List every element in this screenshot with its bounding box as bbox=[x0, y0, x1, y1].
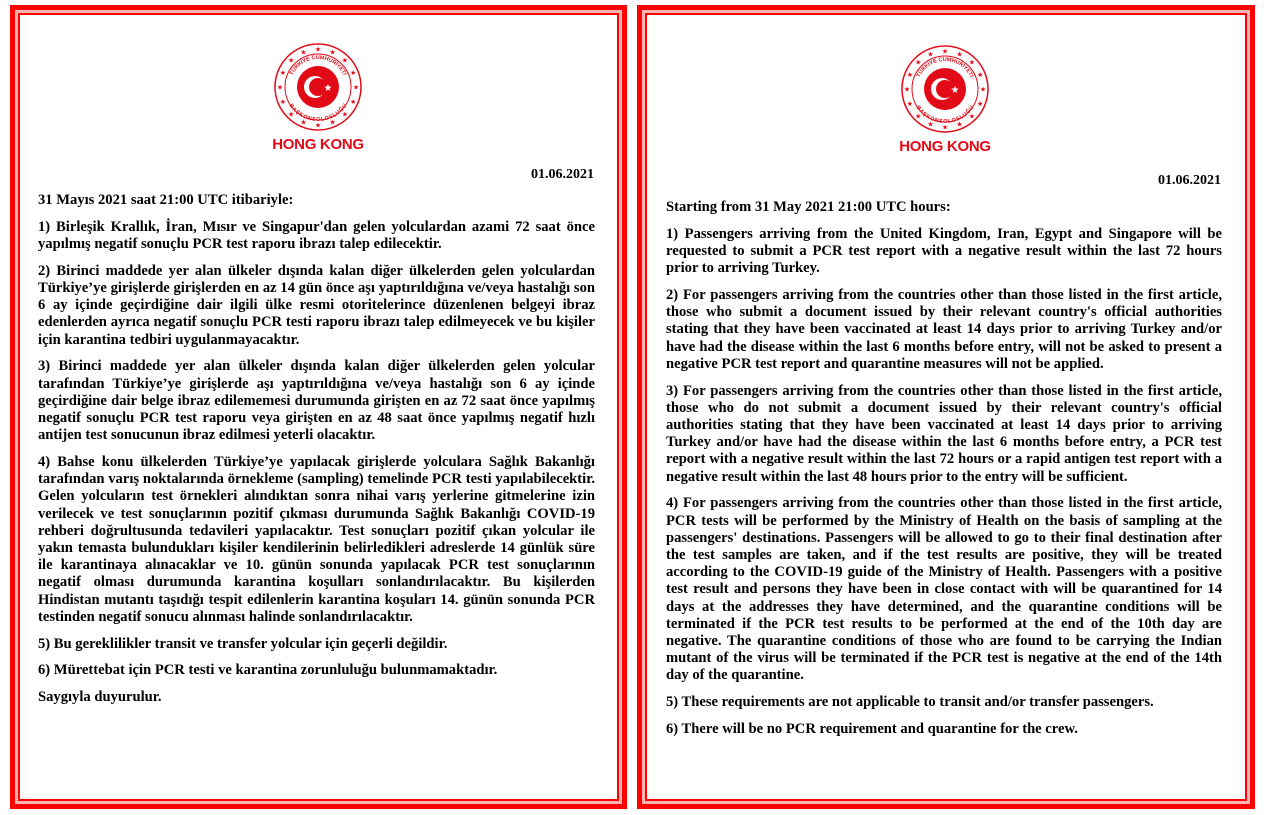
svg-text:★: ★ bbox=[276, 83, 284, 92]
svg-text:★: ★ bbox=[906, 70, 914, 79]
paragraph: 4) For passengers arriving from the countries other than those listed in the first article, PCR tests will be performed by the Ministry of Health on the basis of sampling at the passengers' destinations. Passengers will be allowed to go to their final destination after the test samples are taken, and if the test results are positive, they will be treated according to the COVID-19 guide of the Ministry of Health. Passengers with a positive test result and persons they have been in close contact with will be quarantined for 14 days at the addresses they have determined, and the quarantine conditions will be terminated if the PCR test results to be performed at the end of the 10th day are negative. The quarantine conditions of those who are found to be carrying the Indian mutant of the virus will be terminated if the PCR test is negative at the end of the 14th day of the quarantine. bbox=[666, 495, 1222, 684]
svg-text:★: ★ bbox=[956, 50, 963, 59]
document-date: 01.06.2021 bbox=[1158, 173, 1221, 188]
svg-text:★: ★ bbox=[329, 48, 336, 57]
paragraph: 5) These requirements are not applicable to transit and/or transfer passengers. bbox=[666, 694, 1154, 711]
paragraph: 2) For passengers arriving from the countries other than those listed in the first article, those who submit a document issued by their relevant country's official authorities stating that they have been vaccinated at least 14 days prior to arriving Turkey and/or have had the disease within the last 6 months before entry, will not be asked to present a negative PCR test report and quarantine measures will not be applied. bbox=[666, 287, 1222, 372]
paragraph: Saygıyla duyurulur. bbox=[38, 689, 162, 706]
svg-text:★: ★ bbox=[976, 100, 984, 109]
svg-text:★: ★ bbox=[906, 100, 914, 109]
svg-text:★: ★ bbox=[287, 110, 295, 119]
svg-text:★: ★ bbox=[352, 83, 360, 92]
consulate-logo bbox=[268, 42, 368, 153]
logo-city: HONG KONG bbox=[272, 136, 364, 153]
intro-line: Starting from 31 May 2021 21:00 UTC hours: bbox=[666, 199, 951, 215]
svg-text:★: ★ bbox=[968, 112, 976, 121]
paragraph: 3) Birinci maddede yer alan ülkeler dışında kalan diğer ülkelerden gelen yolcular tarafından Türkiye’ye girişlerde aşı yaptırıldığına ve/veya hastalığı son 6 ay içinde geçirdiğine dair belge ibraz edilememesi durumunda girişten en az 72 saat önce yapılmış negatif sonuçlu PCR test raporu veya girişten en az 48 saat önce yapılmış negatif hızlı antijen test sonucunun ibraz edilmesi yeterli olacaktır. bbox=[38, 358, 595, 444]
svg-text:★: ★ bbox=[903, 85, 911, 94]
svg-text:★: ★ bbox=[968, 58, 976, 67]
svg-text:TÜRKİYE CUMHURİYETİ: TÜRKİYE CUMHURİYETİ bbox=[288, 54, 348, 77]
svg-text:★: ★ bbox=[314, 121, 322, 130]
svg-text:★: ★ bbox=[941, 47, 949, 56]
document-date: 01.06.2021 bbox=[531, 167, 594, 182]
consulate-seal-icon bbox=[900, 44, 990, 134]
svg-text:★: ★ bbox=[314, 45, 322, 54]
consulate-seal-icon bbox=[273, 42, 363, 132]
svg-text:BAŞKONSOLOSLUĞU: BAŞKONSOLOSLUĞU bbox=[287, 102, 349, 124]
svg-text:★: ★ bbox=[927, 50, 934, 59]
paragraph: 3) For passengers arriving from the countries other than those listed in the first article, those who do not submit a document issued by their relevant country's official authorities stating that they have been vaccinated at least 14 days prior to arriving Turkey and/or have had the disease within the last 6 months before entry, a PCR test report with a negative result within the last 72 hours or a rapid antigen test report with a negative result within the last 48 hours prior to the entry will be sufficient. bbox=[666, 382, 1222, 485]
svg-text:★: ★ bbox=[341, 56, 349, 65]
consulate-logo bbox=[895, 44, 995, 155]
paragraph: 6) Mürettebat için PCR testi ve karantina zorunluluğu bulunmamaktadır. bbox=[38, 662, 498, 679]
paragraph: 5) Bu gereklilikler transit ve transfer yolcular için geçerli değildir. bbox=[38, 635, 448, 652]
svg-text:★: ★ bbox=[941, 123, 949, 132]
svg-text:★: ★ bbox=[279, 98, 287, 107]
turkish-text bbox=[38, 192, 595, 716]
svg-text:BAŞKONSOLOSLUĞU: BAŞKONSOLOSLUĞU bbox=[914, 104, 976, 126]
logo-city: HONG KONG bbox=[899, 138, 991, 155]
svg-text:★: ★ bbox=[349, 98, 357, 107]
svg-text:★: ★ bbox=[976, 70, 984, 79]
svg-text:TÜRKİYE CUMHURİYETİ: TÜRKİYE CUMHURİYETİ bbox=[915, 56, 975, 79]
svg-text:★: ★ bbox=[329, 118, 336, 127]
svg-text:★: ★ bbox=[300, 118, 307, 127]
svg-text:★: ★ bbox=[300, 48, 307, 57]
svg-text:★: ★ bbox=[287, 56, 295, 65]
paragraph: 1) Birleşik Krallık, İran, Mısır ve Singapur'dan gelen yolculardan azami 72 saat önce yapılmış negatif sonuçlu PCR test raporu ibrazı talep edilecektir. bbox=[38, 218, 595, 252]
svg-text:★: ★ bbox=[341, 110, 349, 119]
paragraph: 2) Birinci maddede yer alan ülkeler dışında kalan diğer ülkelerden gelen yolculardan Türkiye’ye girişlerde girişlerden en az 14 gün önce aşı yaptırıldığına ve/veya hastalığı son 6 ay içinde geçirdiğine dair ilgili ülke resmi otoritelerince düzenlenen belgeyi ibraz edenlerden ayrıca negatif sonuçlu PCR testi raporu ibrazı talep edilmeyecek ve bu kişiler için karantina tedbiri uygulanmayacaktır. bbox=[38, 262, 595, 348]
english-text bbox=[666, 199, 1222, 748]
svg-text:★: ★ bbox=[979, 85, 987, 94]
intro-line: 31 Mayıs 2021 saat 21:00 UTC itibariyle: bbox=[38, 192, 294, 208]
paragraph: 4) Bahse konu ülkelerden Türkiye’ye yapılacak girişlerde yolculara Sağlık Bakanlığı tarafından varış noktalarında örnekleme (sampling) temelinde PCR testi yapılabilecektir. Gelen yolcuların test örnekleri alındıktan sonra nihai varış yerlerine gitmelerine izin verilecek ve test sonuçlarının pozitif çıkması durumunda Sağlık Bakanlığı COVID-19 rehberi doğrultusunda tedavileri yapılacaktır. Test sonuçları pozitif çıkan yolcular ile yakın temasta bulundukları kişiler kendilerinin belirledikleri adreslerde 14 günlük süre ile karantinaya alınacaklar ve 10. günün sonunda yapılacak PCR test sonuçlarının negatif olması durumunda karantina koşulları sonlandırılacaktır. Bu kişilerden Hindistan mutantı taşıdığı tespit edilenlerin karantina koşuları 14. günün sonunda PCR testinden negatif sonucu alınması halinde sonlandırılacaktır. bbox=[38, 454, 595, 625]
paragraph: 6) There will be no PCR requirement and quarantine for the crew. bbox=[666, 721, 1078, 738]
svg-text:★: ★ bbox=[956, 120, 963, 129]
svg-text:★: ★ bbox=[914, 112, 922, 121]
svg-text:★: ★ bbox=[279, 68, 287, 77]
paragraph: 1) Passengers arriving from the United Kingdom, Iran, Egypt and Singapore will be requested to submit a PCR test report with a negative result within the last 72 hours prior to arriving Turkey. bbox=[666, 225, 1222, 277]
svg-text:★: ★ bbox=[323, 83, 333, 94]
svg-text:★: ★ bbox=[927, 120, 934, 129]
svg-text:★: ★ bbox=[914, 58, 922, 67]
svg-text:★: ★ bbox=[950, 85, 960, 96]
svg-text:★: ★ bbox=[349, 68, 357, 77]
